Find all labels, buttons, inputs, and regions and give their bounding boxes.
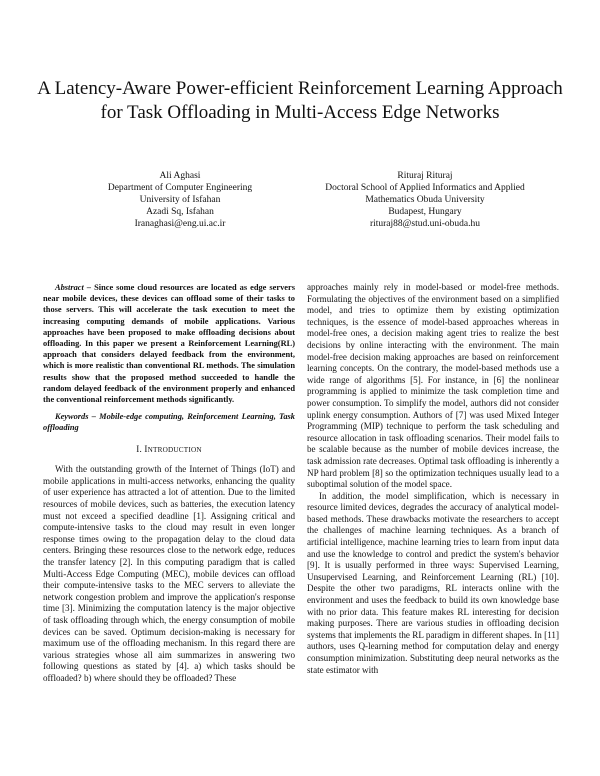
right-column: [307, 282, 559, 676]
author-email: Iranaghasi@eng.ui.ac.ir: [134, 219, 226, 229]
abstract-text: Since some cloud resources are located as edge servers near mobile devices, these devices can offload some of their tasks to those servers. This will accelerate the task execution to meet the increasing computing demands of mobile applications. Various approaches have been proposed to make offloading decisions about offloading. In this paper we present a Reinforcement Learning(RL) approach that considers delayed feedback from the environment, which is more realistic than conventional RL methods. The simulation results show that the proposed method succeeded to handle the random delayed feedback of the environment properly and enhanced the conventional reinforcement methods significantly.: [43, 283, 295, 405]
author-name: Rituraj Rituraj: [397, 171, 453, 181]
paper-title: A Latency-Aware Power-efficient Reinforcement Learning Approach for Task Offloading in Multi-Access Edge Networks: [37, 78, 563, 123]
keywords: Keywords – Mobile-edge computing, Reinforcement Learning, Task offloading: [43, 412, 295, 433]
intro-paragraph: With the outstanding growth of the Internet of Things (IoT) and mobile applications in multi-access networks, enhancing the quality of user experience has attracted a lot of attention. Due to the limited resources of mobile devices, such as batteries, the execution latency must not exceed a specified deadline [1]. Assigning critical and compute-intensive tasks to the cloud may result in even longer response times owing to the propagation delay to the cloud data centers. Bringing these resources close to the network edge, reduces the transfer latency [2]. In this computing paradigm that is called Multi-Access Edge Computing (MEC), mobile devices can offload their compute-intensive tasks to the MEC servers to alleviate the network congestion problem and improve the application's response time [3]. Minimizing the computation latency is the major objective of task offloading through which, the energy consumption of mobile devices can be saved. Optimum decision-making is necessary for maximum use of the offloading mechanism. In this regard there are various strategies whose all aim summarizes in answering two following questions as stated by [4]. a) which tasks should be offloaded? b) where should they be offloaded? These: [43, 464, 295, 683]
author-name: Ali Aghasi: [159, 171, 201, 181]
body-paragraph: In addition, the model simplification, which is necessary in resource limited devices, degrades the accuracy of analytical model-based methods. These drawbacks motivate the researchers to accept the challenges of machine learning techniques. As a branch of artificial intelligence, machine learning tries to learn from input data and use the knowledge to control and predict the system's behavior [9]. It is usually performed in three ways: Supervised Learning, Unsupervised Learning, and Reinforcement Learning (RL) [10]. Despite the other two paradigms, RL interacts online with the environment and uses the feedback to build its own knowledge base with no prior data. This feature makes RL interesting for decision making purposes. There are various studies in offloading decision systems that implements the RL paradigm in different shapes. In [11] authors, uses Q-learning method for computation delay and energy consumption minimization. Substituting deep neural networks as the state estimator with: [307, 490, 559, 675]
abstract: [43, 282, 295, 405]
section-heading-introduction: I. INTRODUCTION: [136, 443, 202, 454]
left-column: [43, 282, 295, 685]
author-department: Department of Computer Engineering: [107, 183, 253, 193]
abstract-lead: Abstract –: [55, 283, 92, 292]
author-address: Azadi Sq, Isfahan: [146, 207, 214, 217]
body-paragraph: approaches mainly rely in model-based or model-free methods. Formulating the objectives of the environment based on a simplified model, and tries to optimize them by existing optimization techniques, is the essence of model-based approaches whereas in model-free ones, a decision making agent tries to realize the best decisions by online interacting with the environment. The main model-free decision making approaches are based on reinforcement learning concepts. On the contrary, the model-based methods use a wide range of algorithms [5]. For instance, in [6] the nonlinear programming is applied to minimize the task completion time and power consumption. To simplify the model, authors did not consider uplink energy consumption. Authors of [7] was used Mixed Integer Programming (MIP) technique to perform the task scheduling and resource allocation in task offloading scenarios. Their model fails to be scalable because as the number of mobile devices increase, the task admission rate decreases. Optimal task offloading is inherently a NP hard problem [8] so the optimization techniques usually lead to a suboptimal solution of the model space.: [307, 282, 559, 490]
author-organization: University of Isfahan: [139, 195, 221, 205]
author-organization: Mathematics Obuda University: [365, 195, 485, 205]
author-block-1: [60, 170, 300, 230]
author-block-2: [300, 170, 550, 230]
author-email: rituraj88@stud.uni-obuda.hu: [369, 219, 481, 229]
author-address: Budapest, Hungary: [388, 207, 462, 217]
author-department: Doctoral School of Applied Informatics and Applied: [325, 183, 525, 193]
